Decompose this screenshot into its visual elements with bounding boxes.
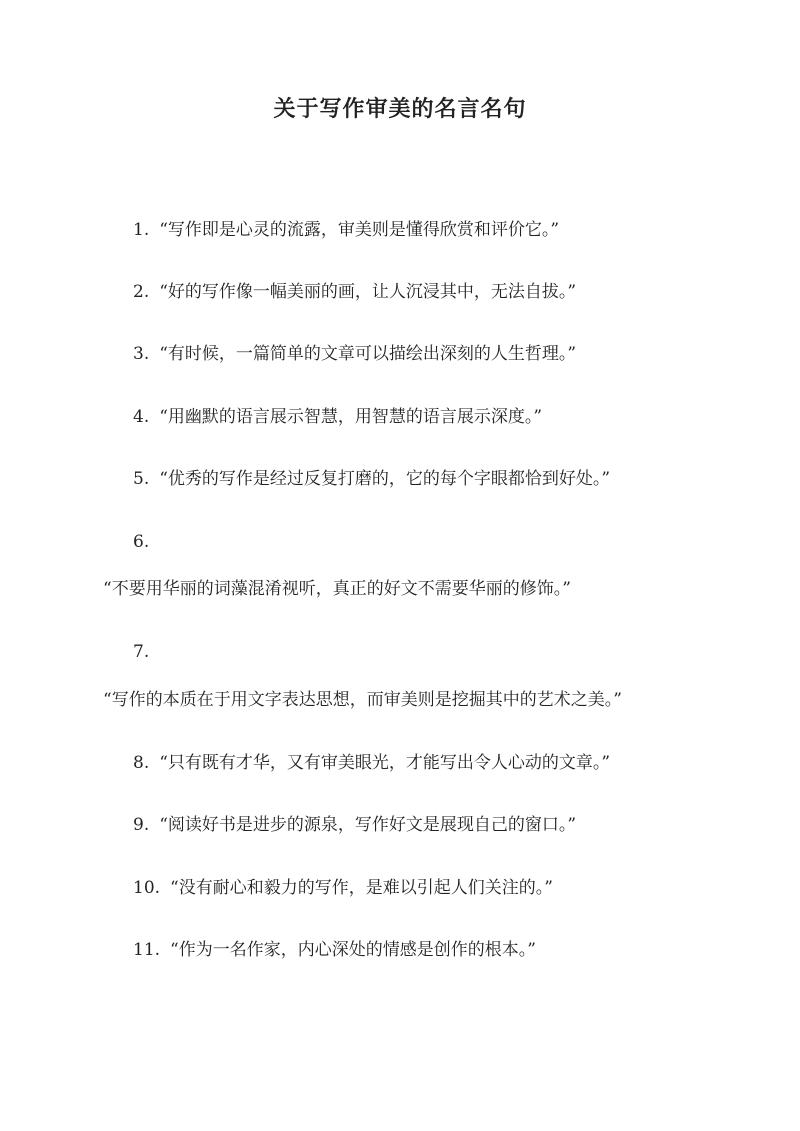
quote-text: “用幽默的语言展示智慧，用智慧的语言展示深度。” xyxy=(159,407,543,427)
page-title: 关于写作审美的名言名句 xyxy=(273,96,527,122)
quote-number: 6. xyxy=(133,532,150,552)
list-item xyxy=(133,813,576,837)
quote-number: 1. xyxy=(133,220,150,240)
quote-number: 4. xyxy=(133,407,150,427)
list-item xyxy=(133,876,553,900)
list-item xyxy=(133,342,576,366)
quote-text: “好的写作像一幅美丽的画，让人沉浸其中，无法自拔。” xyxy=(159,282,577,302)
quote-text: “优秀的写作是经过反复打磨的，它的每个字眼都恰到好处。” xyxy=(159,469,611,489)
quote-number: 11. xyxy=(133,940,161,960)
list-item xyxy=(133,280,576,304)
quote-text: “不要用华丽的词藻混淆视听，真正的好文不需要华丽的修饰。” xyxy=(103,579,571,599)
quote-number: 3. xyxy=(133,344,150,364)
quote-number: 9. xyxy=(133,815,150,835)
quote-text: “写作的本质在于用文字表达思想，而审美则是挖掘其中的艺术之美。” xyxy=(103,690,622,710)
quote-number: 8. xyxy=(133,753,150,773)
quote-text: “写作即是心灵的流露，审美则是懂得欣赏和评价它。” xyxy=(159,220,560,240)
quote-text: “作为一名作家，内心深处的情感是创作的根本。” xyxy=(170,940,536,960)
list-item xyxy=(133,751,610,775)
quote-number: 2. xyxy=(133,282,150,302)
quote-number: 7. xyxy=(133,642,150,662)
quote-text: “有时候，一篇简单的文章可以描绘出深刻的人生哲理。” xyxy=(159,344,577,364)
quote-text: “没有耐心和毅力的写作，是难以引起人们关注的。” xyxy=(170,878,553,898)
list-item xyxy=(133,218,559,242)
list-item xyxy=(133,938,536,962)
quote-number: 10. xyxy=(133,878,161,898)
quote-text: “阅读好书是进步的源泉，写作好文是展现自己的窗口。” xyxy=(159,815,577,835)
quote-text: “只有既有才华，又有审美眼光，才能写出令人心动的文章。” xyxy=(159,753,611,773)
list-item xyxy=(133,405,542,429)
list-item xyxy=(133,467,610,491)
quote-number: 5. xyxy=(133,469,150,489)
